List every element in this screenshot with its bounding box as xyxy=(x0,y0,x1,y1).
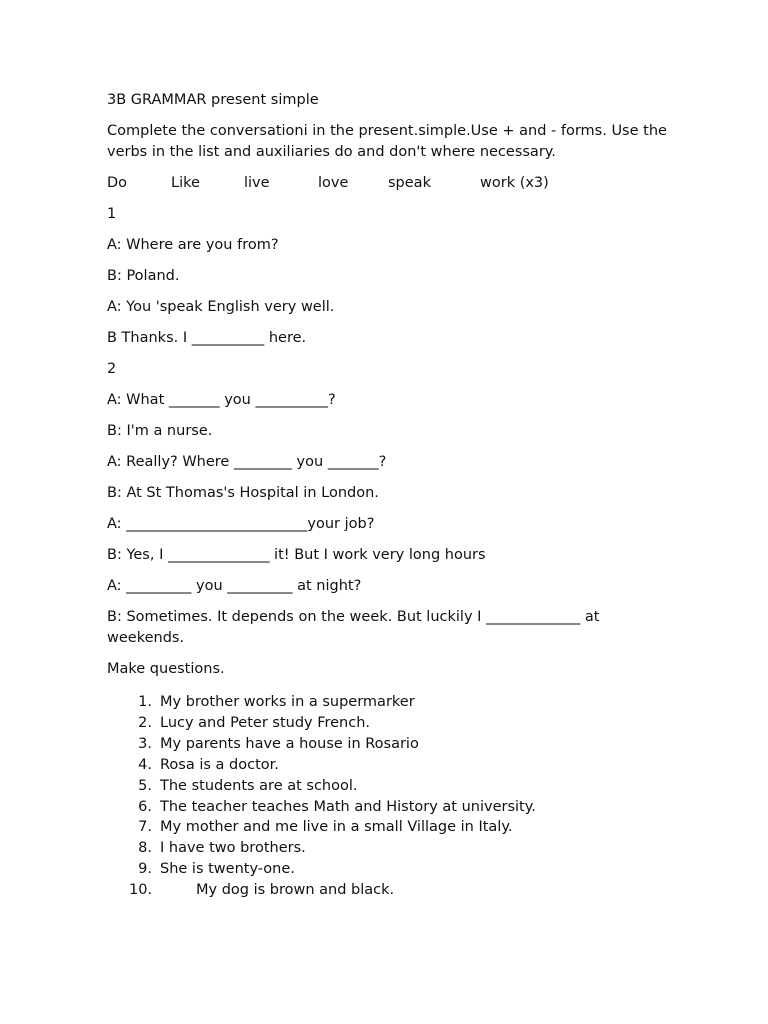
worksheet-title: 3B GRAMMAR present simple xyxy=(107,92,319,108)
dialogue-line: B Thanks. I __________ here. xyxy=(107,330,307,346)
list-item xyxy=(107,859,667,880)
make-questions-heading: Make questions. xyxy=(107,661,225,677)
dialogue-line: A: Where are you from? xyxy=(107,237,279,253)
dialogue-line: A: You 'speak English very well. xyxy=(107,299,335,315)
dialogue-line: A: _________________________your job? xyxy=(107,516,375,532)
dialogue-line: B: At St Thomas's Hospital in London. xyxy=(107,485,379,501)
list-item xyxy=(107,776,667,797)
list-item xyxy=(107,713,667,734)
list-text: The teacher teaches Math and History at university. xyxy=(160,798,536,815)
dialogue-line: A: What _______ you __________? xyxy=(107,392,336,408)
list-number: 6. xyxy=(138,798,152,815)
list-number: 4. xyxy=(138,756,152,773)
verb-item: Do xyxy=(107,175,128,191)
verb-item: speak xyxy=(388,175,431,191)
list-text: My dog is brown and black. xyxy=(196,882,395,899)
document-body xyxy=(107,90,667,901)
list-number: 9. xyxy=(138,861,152,878)
list-item xyxy=(107,797,667,818)
list-number: 5. xyxy=(138,777,152,794)
instructions: Complete the conversationi in the present.simple.Use + and - forms. Use the verbs in the list and auxiliaries do and don't where necessary. xyxy=(107,123,667,160)
verb-item: work (x3) xyxy=(480,175,549,191)
list-text: She is twenty-one. xyxy=(160,861,295,878)
list-number: 8. xyxy=(138,840,152,857)
list-number: 3. xyxy=(138,735,152,752)
list-text: My brother works in a supermarker xyxy=(160,694,415,710)
list-item xyxy=(107,692,667,713)
dialogue-line: A: Really? Where ________ you _______? xyxy=(107,454,387,470)
verb-item: love xyxy=(318,175,349,191)
verb-item: live xyxy=(244,175,270,191)
verb-item: Like xyxy=(171,175,200,191)
dialogue-line: B: Poland. xyxy=(107,268,180,284)
list-number: 7. xyxy=(138,819,152,836)
list-number: 10. xyxy=(129,882,153,899)
verb-list xyxy=(107,173,667,194)
dialogue-line: B: Yes, I ______________ it! But I work very long hours xyxy=(107,547,486,563)
list-text: The students are at school. xyxy=(160,777,358,794)
list-number: 2. xyxy=(138,714,152,731)
list-item xyxy=(107,755,667,776)
list-text: Rosa is a doctor. xyxy=(160,756,279,773)
question-list xyxy=(107,692,667,901)
list-number: 1. xyxy=(138,694,152,710)
list-item xyxy=(107,734,667,755)
list-item xyxy=(107,838,667,859)
dialogue-line: A: _________ you _________ at night? xyxy=(107,578,362,594)
list-item xyxy=(107,880,667,901)
conversation-1-number: 1 xyxy=(107,206,117,222)
list-text: My mother and me live in a small Village in Italy. xyxy=(160,819,513,836)
conversation-2-number: 2 xyxy=(107,361,117,377)
dialogue-line: B: Sometimes. It depends on the week. But luckily I _____________ at weekends. xyxy=(107,609,600,646)
list-item xyxy=(107,817,667,838)
list-text: Lucy and Peter study French. xyxy=(160,714,371,731)
list-text: I have two brothers. xyxy=(160,840,306,857)
dialogue-line: B: I'm a nurse. xyxy=(107,423,213,439)
list-text: My parents have a house in Rosario xyxy=(160,735,419,752)
